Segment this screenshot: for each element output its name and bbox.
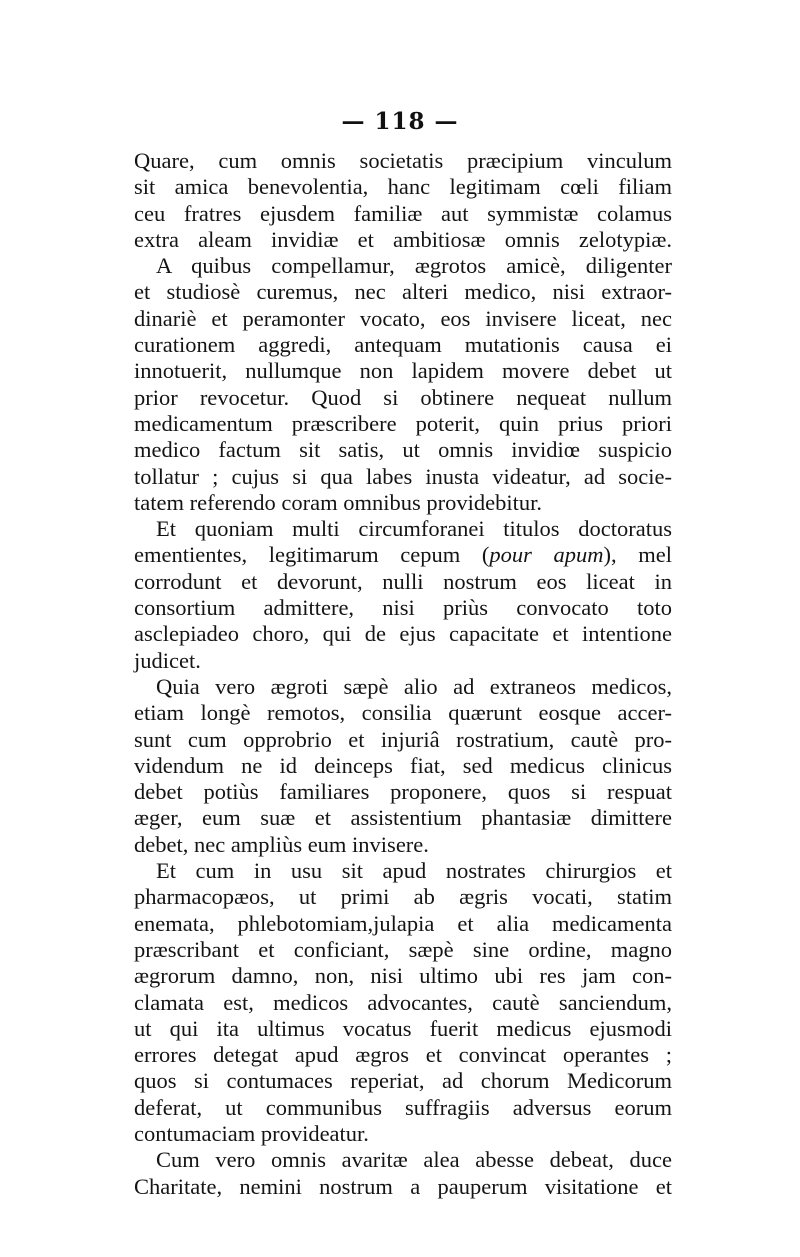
text-line: æger, eum suæ et assistentium phantasiæ dimittere bbox=[134, 805, 672, 831]
text-line: Quia vero ægroti sæpè alio ad extraneos medicos, bbox=[156, 673, 672, 699]
text-line: medico factum sit satis, ut omnis invidiœ suspicio bbox=[134, 437, 672, 463]
text-line: A quibus compellamur, ægrotos amicè, diligenter bbox=[156, 253, 672, 279]
text-line: ceu fratres ejusdem familiæ aut symmistæ colamus bbox=[134, 200, 672, 226]
text-line: Charitate, nemini nostrum a pauperum visitatione et bbox=[134, 1173, 672, 1199]
text-line: quos si contumaces reperiat, ad chorum Medicorum bbox=[134, 1068, 672, 1094]
text-line: et studiosè curemus, nec alteri medico, nisi extraor- bbox=[134, 279, 672, 305]
text-line: corrodunt et devorunt, nulli nostrum eos liceat in bbox=[134, 568, 672, 594]
text-line: prior revocetur. Quod si obtinere nequeat nullum bbox=[134, 384, 672, 410]
text-line: errores detegat apud ægros et convincat operantes ; bbox=[134, 1042, 672, 1068]
text-line: deferat, ut communibus suffragiis adversus eorum bbox=[134, 1094, 672, 1120]
text-line: medicamentum præscribere poterit, quin prius priori bbox=[134, 410, 672, 436]
paragraph-1 bbox=[134, 148, 672, 253]
text-line: innotuerit, nullumque non lapidem movere debet ut bbox=[134, 358, 672, 384]
body-text bbox=[134, 148, 672, 1200]
text-line: Cum vero omnis avaritæ alea abesse debeat, duce bbox=[156, 1147, 672, 1173]
text-line: videndum ne id deinceps fiat, sed medicus clinicus bbox=[134, 752, 672, 778]
text-line: etiam longè remotos, consilia quærunt eosque accer- bbox=[134, 700, 672, 726]
text-line: ægrorum damno, non, nisi ultimo ubi res jam con- bbox=[134, 963, 672, 989]
text-line: ementientes, legitimarum cepum (pour apum), mel bbox=[134, 542, 672, 568]
text-line: judicet. bbox=[134, 647, 201, 673]
text-line: debet, nec ampliùs eum invisere. bbox=[134, 831, 429, 857]
text-line: Et quoniam multi circumforanei titulos doctoratus bbox=[156, 516, 672, 542]
paragraph-6 bbox=[134, 1147, 672, 1200]
text-line: curationem aggredi, antequam mutationis causa ei bbox=[134, 332, 672, 358]
paragraph-2 bbox=[134, 253, 672, 516]
paragraph-5 bbox=[134, 858, 672, 1147]
text-line: dinariè et peramonter vocato, eos invisere liceat, nec bbox=[134, 305, 672, 331]
page-number: — 118 — bbox=[341, 108, 459, 135]
text-line: clamata est, medicos advocantes, cautè sanciendum, bbox=[134, 989, 672, 1015]
text-line: contumaciam provideatur. bbox=[134, 1120, 369, 1146]
text-line: consortium admittere, nisi priùs convocato toto bbox=[134, 595, 672, 621]
text-line: Et cum in usu sit apud nostrates chirurgios et bbox=[156, 858, 672, 884]
text-line: enemata, phlebotomiam,julapia et alia medicamenta bbox=[134, 910, 672, 936]
text-line: præscribant et conficiant, sæpè sine ordine, magno bbox=[134, 936, 672, 962]
text-line: sit amica benevolentia, hanc legitimam cœli filiam bbox=[134, 174, 672, 200]
paragraph-4 bbox=[134, 674, 672, 858]
paragraph-3 bbox=[134, 516, 672, 674]
text-line-italic-aside bbox=[134, 542, 672, 568]
text-line: pharmacopæos, ut primi ab ægris vocati, statim bbox=[134, 884, 672, 910]
text-line: extra aleam invidiæ et ambitiosæ omnis zelotypiæ. bbox=[134, 226, 672, 252]
text-line: tatem referendo coram omnibus providebitur. bbox=[134, 489, 542, 515]
text-line: tollatur ; cujus si qua labes inusta videatur, ad socie- bbox=[134, 463, 672, 489]
text-line: debet potiùs familiares proponere, quos si respuat bbox=[134, 779, 672, 805]
text-line: ut qui ita ultimus vocatus fuerit medicus ejusmodi bbox=[134, 1015, 672, 1041]
text-line: Quare, cum omnis societatis præcipium vinculum bbox=[134, 148, 672, 173]
text-line: sunt cum opprobrio et injuriâ rostratium, cautè pro- bbox=[134, 726, 672, 752]
text-line: asclepiadeo choro, qui de ejus capacitate et intentione bbox=[134, 621, 672, 647]
